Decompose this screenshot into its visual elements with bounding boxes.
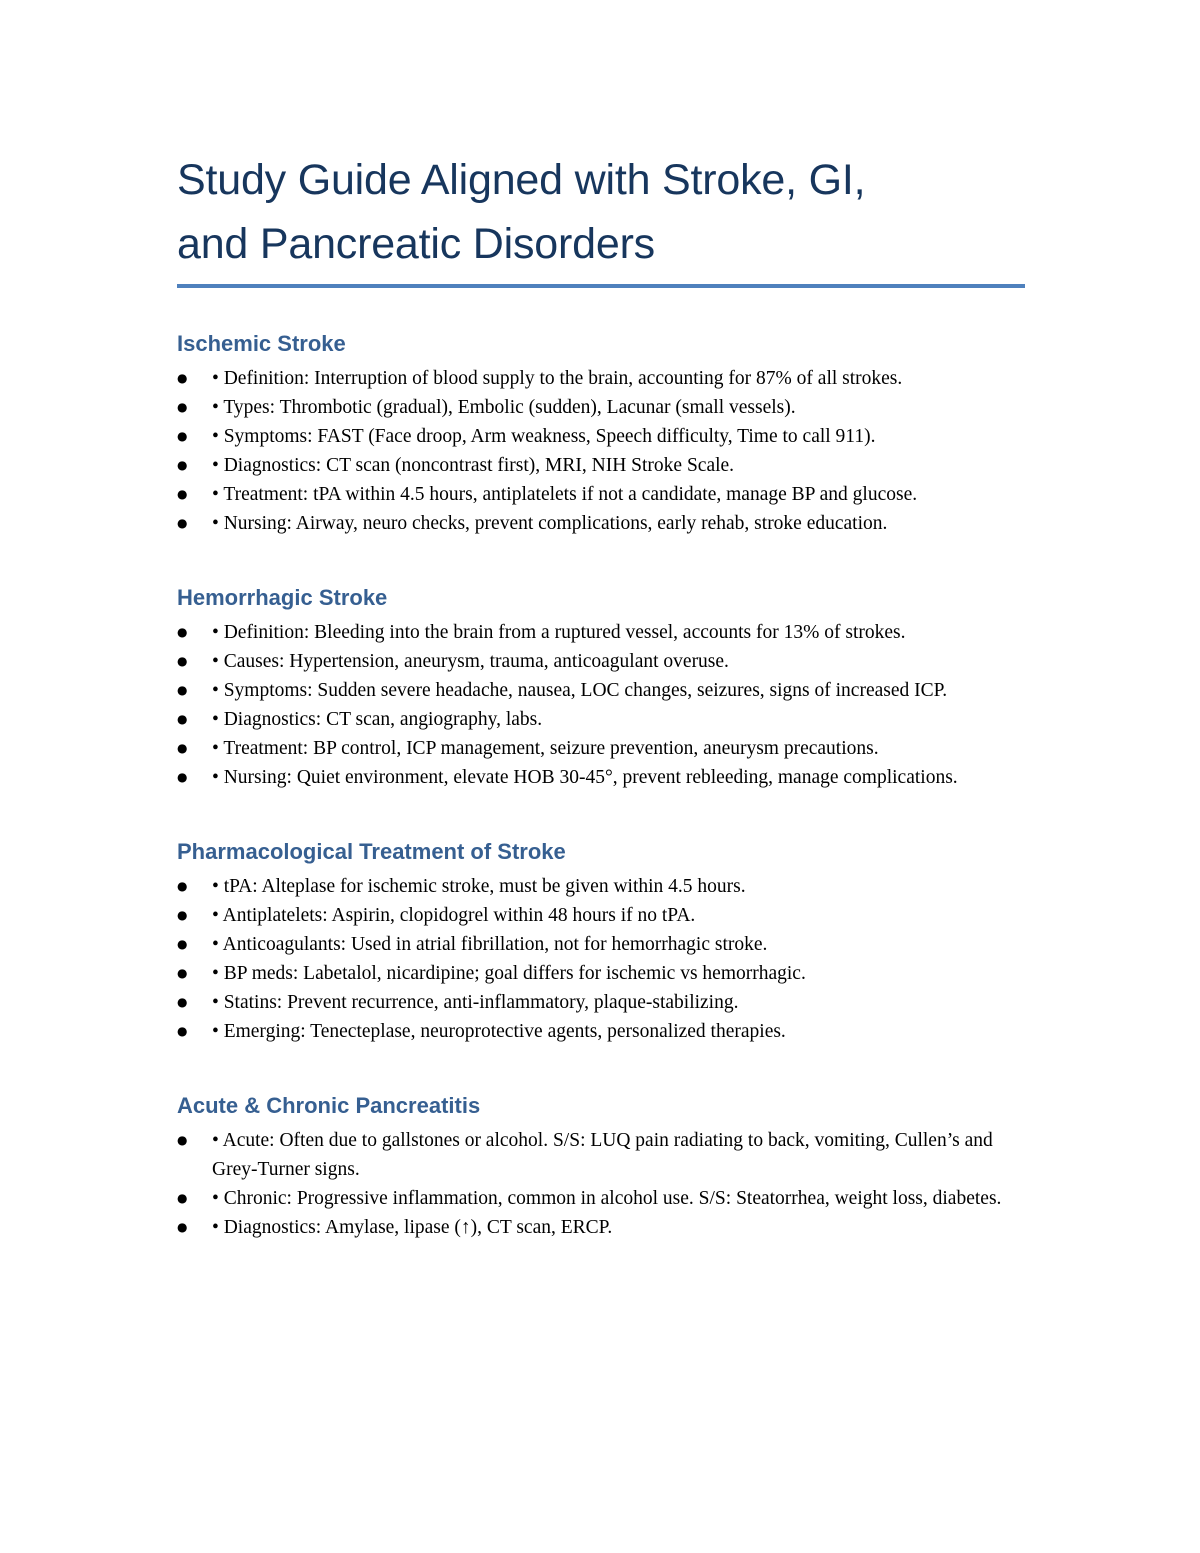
list-item	[177, 364, 1025, 393]
list-item-text: • Diagnostics: CT scan (noncontrast first), MRI, NIH Stroke Scale.	[212, 455, 735, 476]
bullet-dot-icon: ●	[177, 429, 188, 443]
list-item	[177, 422, 1025, 451]
bullet-list	[177, 1126, 1025, 1242]
bullet-dot-icon: ●	[177, 741, 188, 755]
bullet-dot-icon: ●	[177, 712, 188, 726]
list-item	[177, 872, 1025, 901]
bullet-list	[177, 364, 1025, 538]
bullet-dot-icon: ●	[177, 937, 188, 951]
section-heading: Pharmacological Treatment of Stroke	[177, 839, 566, 864]
bullet-dot-icon: ●	[177, 516, 188, 530]
list-item-text: • Treatment: BP control, ICP management, seizure prevention, aneurysm precautions.	[212, 738, 879, 759]
section-heading: Ischemic Stroke	[177, 331, 346, 356]
list-item-text: • tPA: Alteplase for ischemic stroke, must be given within 4.5 hours.	[212, 876, 746, 897]
list-item-text: • Acute: Often due to gallstones or alcohol. S/S: LUQ pain radiating to back, vomiting, Cullen’s and Grey-Turner signs.	[212, 1130, 993, 1180]
list-item	[177, 451, 1025, 480]
bullet-dot-icon: ●	[177, 1133, 188, 1147]
list-item	[177, 1184, 1025, 1213]
section-heading: Acute & Chronic Pancreatitis	[177, 1093, 481, 1118]
list-item-text: • Symptoms: Sudden severe headache, nausea, LOC changes, seizures, signs of increased ICP.	[212, 680, 948, 701]
list-item	[177, 901, 1025, 930]
list-item	[177, 676, 1025, 705]
list-item	[177, 734, 1025, 763]
list-item	[177, 705, 1025, 734]
section-3	[177, 1092, 1025, 1242]
list-item-text: • Nursing: Quiet environment, elevate HOB 30-45°, prevent rebleeding, manage complications.	[212, 767, 958, 788]
list-item-text: • Anticoagulants: Used in atrial fibrillation, not for hemorrhagic stroke.	[212, 934, 768, 955]
sections-container	[177, 330, 1025, 1242]
list-item-text: • Symptoms: FAST (Face droop, Arm weakness, Speech difficulty, Time to call 911).	[212, 426, 876, 447]
bullet-dot-icon: ●	[177, 1220, 188, 1234]
list-item-text: • Definition: Bleeding into the brain from a ruptured vessel, accounts for 13% of strokes.	[212, 622, 906, 643]
section-2	[177, 838, 1025, 1046]
list-item	[177, 1213, 1025, 1242]
document-page	[177, 148, 1025, 1242]
list-item-text: • Types: Thrombotic (gradual), Embolic (sudden), Lacunar (small vessels).	[212, 397, 796, 418]
title-underline-rule	[177, 284, 1025, 288]
section-1	[177, 584, 1025, 792]
list-item	[177, 959, 1025, 988]
list-item-text: • Nursing: Airway, neuro checks, prevent complications, early rehab, stroke education.	[212, 513, 888, 534]
list-item	[177, 647, 1025, 676]
list-item-text: • Emerging: Tenecteplase, neuroprotective agents, personalized therapies.	[212, 1021, 786, 1042]
bullet-dot-icon: ●	[177, 487, 188, 501]
bullet-dot-icon: ●	[177, 683, 188, 697]
bullet-dot-icon: ●	[177, 654, 188, 668]
list-item	[177, 618, 1025, 647]
list-item-text: • Diagnostics: CT scan, angiography, labs.	[212, 709, 543, 730]
bullet-dot-icon: ●	[177, 371, 188, 385]
document-title-line-1: Study Guide Aligned with Stroke, GI,	[177, 156, 866, 204]
list-item-text: • BP meds: Labetalol, nicardipine; goal differs for ischemic vs hemorrhagic.	[212, 963, 806, 984]
list-item-text: • Definition: Interruption of blood supply to the brain, accounting for 87% of all strokes.	[212, 368, 903, 389]
list-item	[177, 930, 1025, 959]
document-title	[177, 148, 1025, 284]
list-item-text: • Statins: Prevent recurrence, anti-inflammatory, plaque-stabilizing.	[212, 992, 739, 1013]
bullet-dot-icon: ●	[177, 966, 188, 980]
bullet-dot-icon: ●	[177, 1024, 188, 1038]
bullet-dot-icon: ●	[177, 458, 188, 472]
document-title-line-2: and Pancreatic Disorders	[177, 220, 655, 268]
section-heading: Hemorrhagic Stroke	[177, 585, 388, 610]
list-item-text: • Antiplatelets: Aspirin, clopidogrel within 48 hours if no tPA.	[212, 905, 696, 926]
bullet-dot-icon: ●	[177, 625, 188, 639]
list-item-text: • Chronic: Progressive inflammation, common in alcohol use. S/S: Steatorrhea, weight loss, diabetes.	[212, 1188, 1002, 1209]
list-item-text: • Treatment: tPA within 4.5 hours, antiplatelets if not a candidate, manage BP and glucose.	[212, 484, 918, 505]
list-item	[177, 509, 1025, 538]
list-item	[177, 1017, 1025, 1046]
bullet-dot-icon: ●	[177, 995, 188, 1009]
list-item	[177, 763, 1025, 792]
bullet-dot-icon: ●	[177, 1191, 188, 1205]
list-item	[177, 988, 1025, 1017]
list-item	[177, 1126, 1025, 1184]
list-item-text: • Causes: Hypertension, aneurysm, trauma, anticoagulant overuse.	[212, 651, 729, 672]
list-item	[177, 480, 1025, 509]
section-0	[177, 330, 1025, 538]
bullet-dot-icon: ●	[177, 400, 188, 414]
bullet-list	[177, 618, 1025, 792]
bullet-list	[177, 872, 1025, 1046]
list-item-text: • Diagnostics: Amylase, lipase (↑), CT scan, ERCP.	[212, 1217, 613, 1238]
bullet-dot-icon: ●	[177, 879, 188, 893]
list-item	[177, 393, 1025, 422]
bullet-dot-icon: ●	[177, 770, 188, 784]
bullet-dot-icon: ●	[177, 908, 188, 922]
